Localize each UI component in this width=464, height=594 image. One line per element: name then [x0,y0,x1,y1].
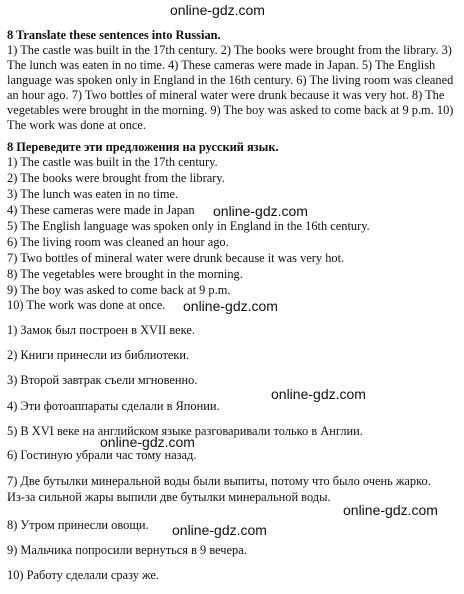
watermark-mid: online-gdz.com [100,434,195,450]
sentence-line-2: 2) The books were brought from the library. [7,171,225,185]
translation-5: 5) В XVI веке на английском языке разговаривали только в Англии. [7,424,363,438]
watermark-line4: online-gdz.com [213,203,308,219]
translation-4: 4) Эти фотоаппараты сделали в Японии. [7,399,220,413]
sentence-line-10: 10) The work was done at once. [7,298,166,312]
section-english-paragraph: 1) The castle was built in the 17th century. 2) The books were brought from the library. 3) The lunch was eaten in no time. 4) These cameras were made in Japan. 5) The English language was spoken only in England in the 16th century. 6) The living room was cleaned an hour ago. 7) Two bottles of mineral water were drunk because it was very hot. 8) The vegetables were brought in the morning. 9) The boy was asked to come back at 9 p.m. 10) The work was done at once. [7,43,454,132]
watermark-line10: online-gdz.com [183,298,278,314]
translation-8: 8) Утром принесли овощи. [7,518,149,532]
watermark-bottom: online-gdz.com [172,522,267,538]
sentence-line-7: 7) Two bottles of mineral water were drunk because it was very hot. [7,251,345,265]
sentence-line-1: 1) The castle was built in the 17th century. [7,155,218,169]
section-russian-heading: 8 Переведите эти предложения на русский язык. [7,140,279,154]
translation-10: 10) Работу сделали сразу же. [7,568,160,582]
sentence-line-6: 6) The living room was cleaned an hour ago. [7,235,229,249]
sentence-line-4: 4) These cameras were made in Japan [7,203,195,217]
sentence-line-3: 3) The lunch was eaten in no time. [7,187,179,201]
watermark-top: online-gdz.com [170,2,265,18]
watermark-right: online-gdz.com [271,386,366,402]
translation-7: 7) Две бутылки минеральной воды были выпиты, потому что было очень жарко. Из-за сильной жары выпили две бутылки минеральной воды. [7,474,431,504]
section-english-heading: 8 Translate these sentences into Russian. [7,28,221,42]
watermark-right-low: online-gdz.com [343,502,438,518]
sentence-line-9: 9) The boy was asked to come back at 9 p.m. [7,283,231,297]
sentence-line-5: 5) The English language was spoken only in England in the 16th century. [7,219,370,233]
translation-3: 3) Второй завтрак съели мгновенно. [7,373,198,387]
translation-1: 1) Замок был построен в XVII веке. [7,323,195,337]
section-english [7,28,459,133]
sentence-line-8: 8) The vegetables were brought in the morning. [7,267,243,281]
translation-6: 6) Гостиную убрали час тому назад. [7,448,197,462]
translation-9: 9) Мальчика попросили вернуться в 9 вечера. [7,543,247,557]
translation-2: 2) Книги принесли из библиотеки. [7,348,190,362]
